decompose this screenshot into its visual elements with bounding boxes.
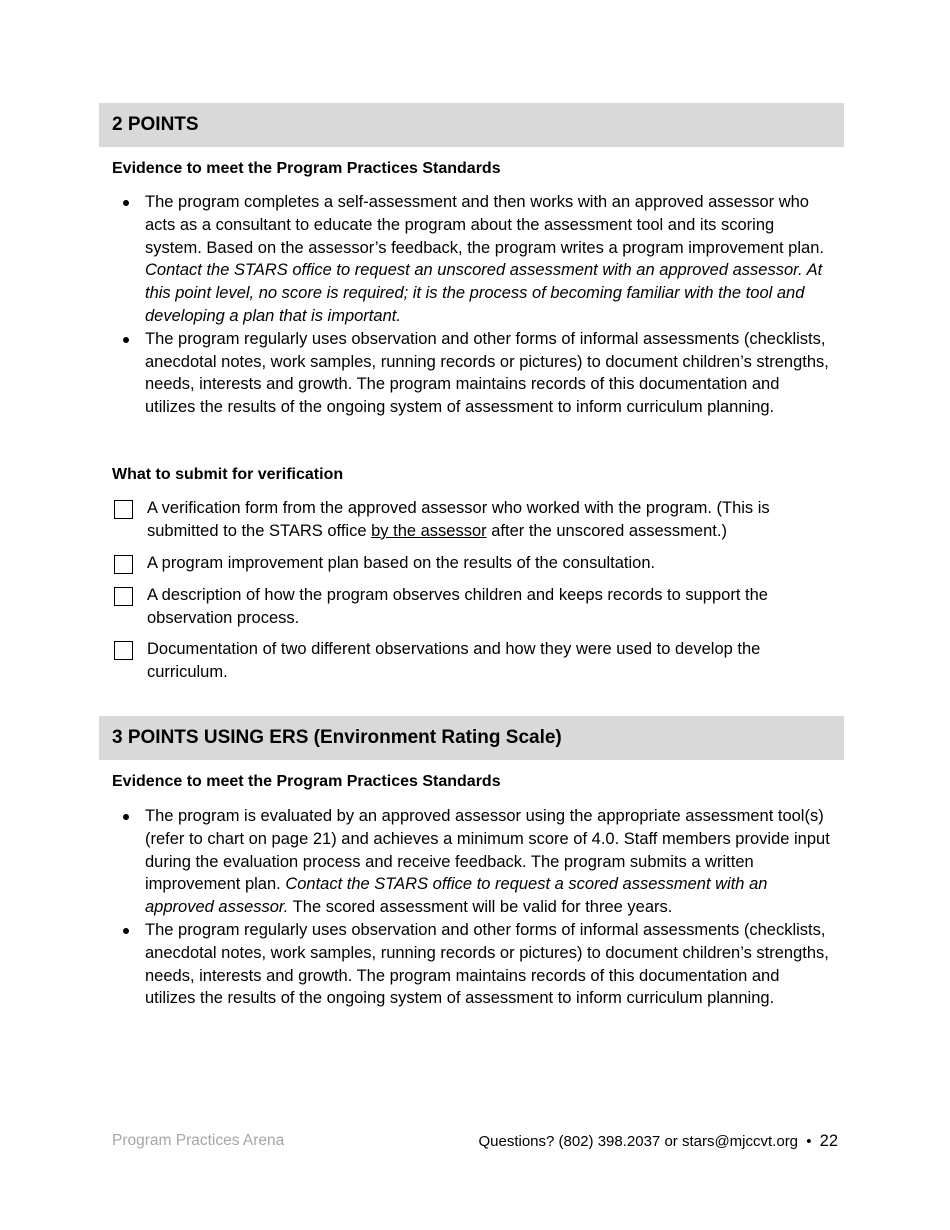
section-header-2-points — [99, 103, 844, 147]
footer-section-name: Program Practices Arena — [112, 1132, 285, 1149]
checklist-text: A verification form from the approved assessor who worked with the program. (This is submitted to the STARS office by the assessor after the unscored assessment.) — [147, 499, 770, 540]
footer-contact — [478, 1132, 838, 1151]
checklist-text: Documentation of two different observations and how they were used to develop the curriculum. — [147, 640, 761, 681]
checklist-item — [112, 584, 832, 630]
evidence-list — [112, 805, 832, 1010]
checkbox[interactable] — [114, 587, 133, 606]
page-number: 22 — [819, 1132, 838, 1150]
section-header-3-points — [99, 716, 844, 760]
submit-heading: What to submit for verification — [112, 466, 344, 483]
list-item: The program regularly uses observation and other forms of informal assessments (checklists, anecdotal notes, work samples, running records or pictures) to document children’s strengths, needs, interests and growth. The program maintains records of this documentation and utilizes the results of the ongoing system of assessment to inform curriculum planning. — [112, 919, 832, 1010]
checkbox[interactable] — [114, 500, 133, 519]
evidence-list — [112, 191, 832, 419]
checklist-text: A program improvement plan based on the results of the consultation. — [147, 554, 656, 572]
checklist-item — [112, 638, 832, 684]
checklist-item — [112, 497, 832, 543]
checklist-text: A description of how the program observes children and keeps records to support the observation process. — [147, 586, 768, 627]
evidence-heading: Evidence to meet the Program Practices Standards — [112, 160, 501, 177]
checklist-item — [112, 552, 832, 575]
footer-contact-text: Questions? (802) 398.2037 or stars@mjccvt.org — [478, 1133, 799, 1150]
list-item: The program is evaluated by an approved assessor using the appropriate assessment tool(s) (refer to chart on page 21) and achieves a minimum score of 4.0. Staff members provide input during the evaluation process and receive feedback. The program submits a written improvement plan. Contact the STARS office to request a scored assessment with an approved assessor. The scored assessment will be valid for three years. — [112, 805, 832, 919]
checkbox[interactable] — [114, 555, 133, 574]
list-item: The program completes a self-assessment and then works with an approved assessor who acts as a consultant to educate the program about the assessment tool and its scoring system. Based on the assessor’s feedback, the program writes a program improvement plan. Contact the STARS office to request an unscored assessment with an approved assessor. At this point level, no score is required; it is the process of becoming familiar with the tool and developing a plan that is important. — [112, 191, 832, 328]
footer-separator: • — [806, 1133, 812, 1150]
checkbox[interactable] — [114, 641, 133, 660]
section-title: 2 POINTS — [112, 114, 199, 135]
evidence-heading: Evidence to meet the Program Practices Standards — [112, 773, 501, 790]
list-item: The program regularly uses observation and other forms of informal assessments (checklists, anecdotal notes, work samples, running records or pictures) to document children’s strengths, needs, interests and growth. The program maintains records of this documentation and utilizes the results of the ongoing system of assessment to inform curriculum planning. — [112, 328, 832, 419]
section-title: 3 POINTS USING ERS (Environment Rating Scale) — [112, 727, 562, 748]
